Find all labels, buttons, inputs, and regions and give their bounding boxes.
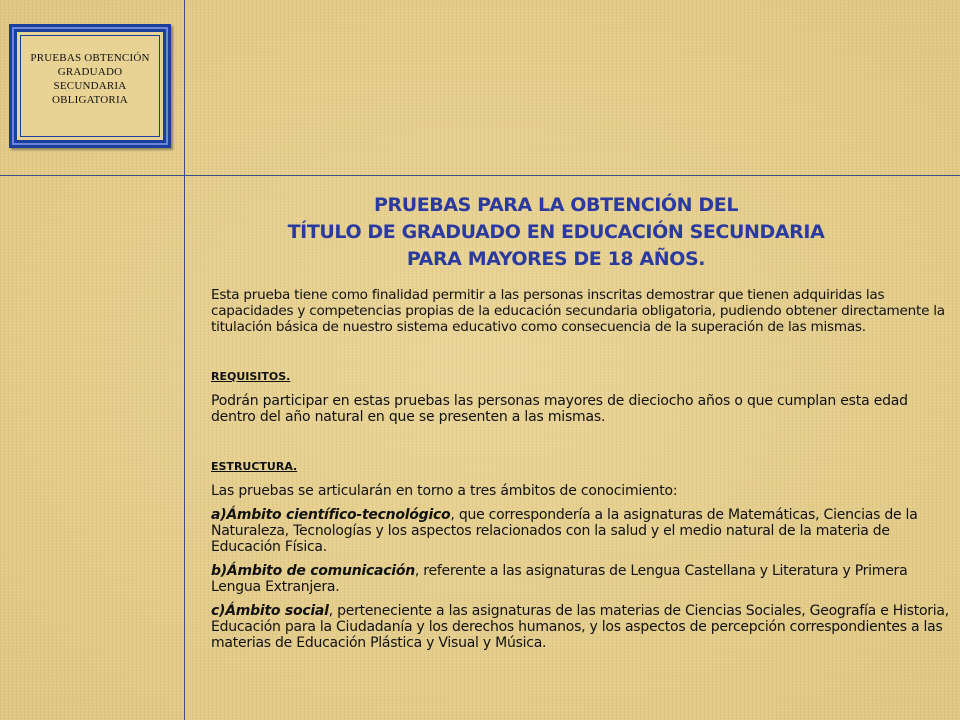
area-description: , que correspondería a la asignaturas de Matemáticas, Ciencias de la Naturaleza, Tecnologías y los aspectos relacionados con la salud y el medio natural de la materia de Educación Física. [211, 507, 918, 555]
requisitos-paragraph: Podrán participar en estas pruebas las personas mayores de dieciocho años o que cumplan esta edad dentro del año natural en que se presenten a las mismas. [211, 393, 908, 425]
main-content [211, 287, 949, 651]
vertical-divider-line [184, 0, 185, 720]
area-item [211, 507, 949, 555]
logo-line: OBLIGATORIA [52, 94, 128, 106]
logo-inner-frame [20, 35, 160, 137]
logo-frame [9, 24, 171, 148]
area-item [211, 603, 949, 651]
estructura-paragraph: Las pruebas se articularán en torno a tres ámbitos de conocimiento: [211, 483, 678, 499]
logo-line: GRADUADO [57, 66, 123, 78]
area-description: , referente a las asignaturas de Lengua Castellana y Literatura y Primera Lengua Extranjera. [211, 563, 908, 595]
area-name: c)Ámbito social [211, 603, 329, 619]
area-name: a)Ámbito científico-tecnológico [211, 507, 451, 523]
page-title [192, 192, 920, 273]
title-line: TÍTULO DE GRADUADO EN EDUCACIÓN SECUNDARIA [287, 221, 825, 243]
title-line: PARA MAYORES DE 18 AÑOS. [406, 248, 706, 270]
estructura-heading: ESTRUCTURA. [211, 460, 298, 473]
areas-list [211, 507, 949, 651]
logo-text [25, 51, 155, 107]
logo-line: SECUNDARIA [53, 80, 127, 92]
area-name: b)Ámbito de comunicación [211, 563, 415, 579]
title-line: PRUEBAS PARA LA OBTENCIÓN DEL [373, 194, 739, 216]
logo-line: PRUEBAS OBTENCIÓN [30, 52, 150, 64]
area-description: , perteneciente a las asignaturas de las materias de Ciencias Sociales, Geografía e Historia, Educación para la Ciudadanía y los derechos humanos, y los aspectos de percepción correspondientes a las materias de Educación Plástica y Visual y Música. [211, 603, 949, 651]
intro-paragraph: Esta prueba tiene como finalidad permitir a las personas inscritas demostrar que tienen adquiridas las capacidades y competencias propias de la educación secundaria obligatoria, pudiendo obtener directamente la titulación básica de nuestro sistema educativo como consecuencia de la superación de las mismas. [211, 287, 945, 335]
horizontal-divider-line [0, 175, 960, 176]
requisitos-heading: REQUISITOS. [211, 370, 291, 383]
area-item [211, 563, 949, 595]
